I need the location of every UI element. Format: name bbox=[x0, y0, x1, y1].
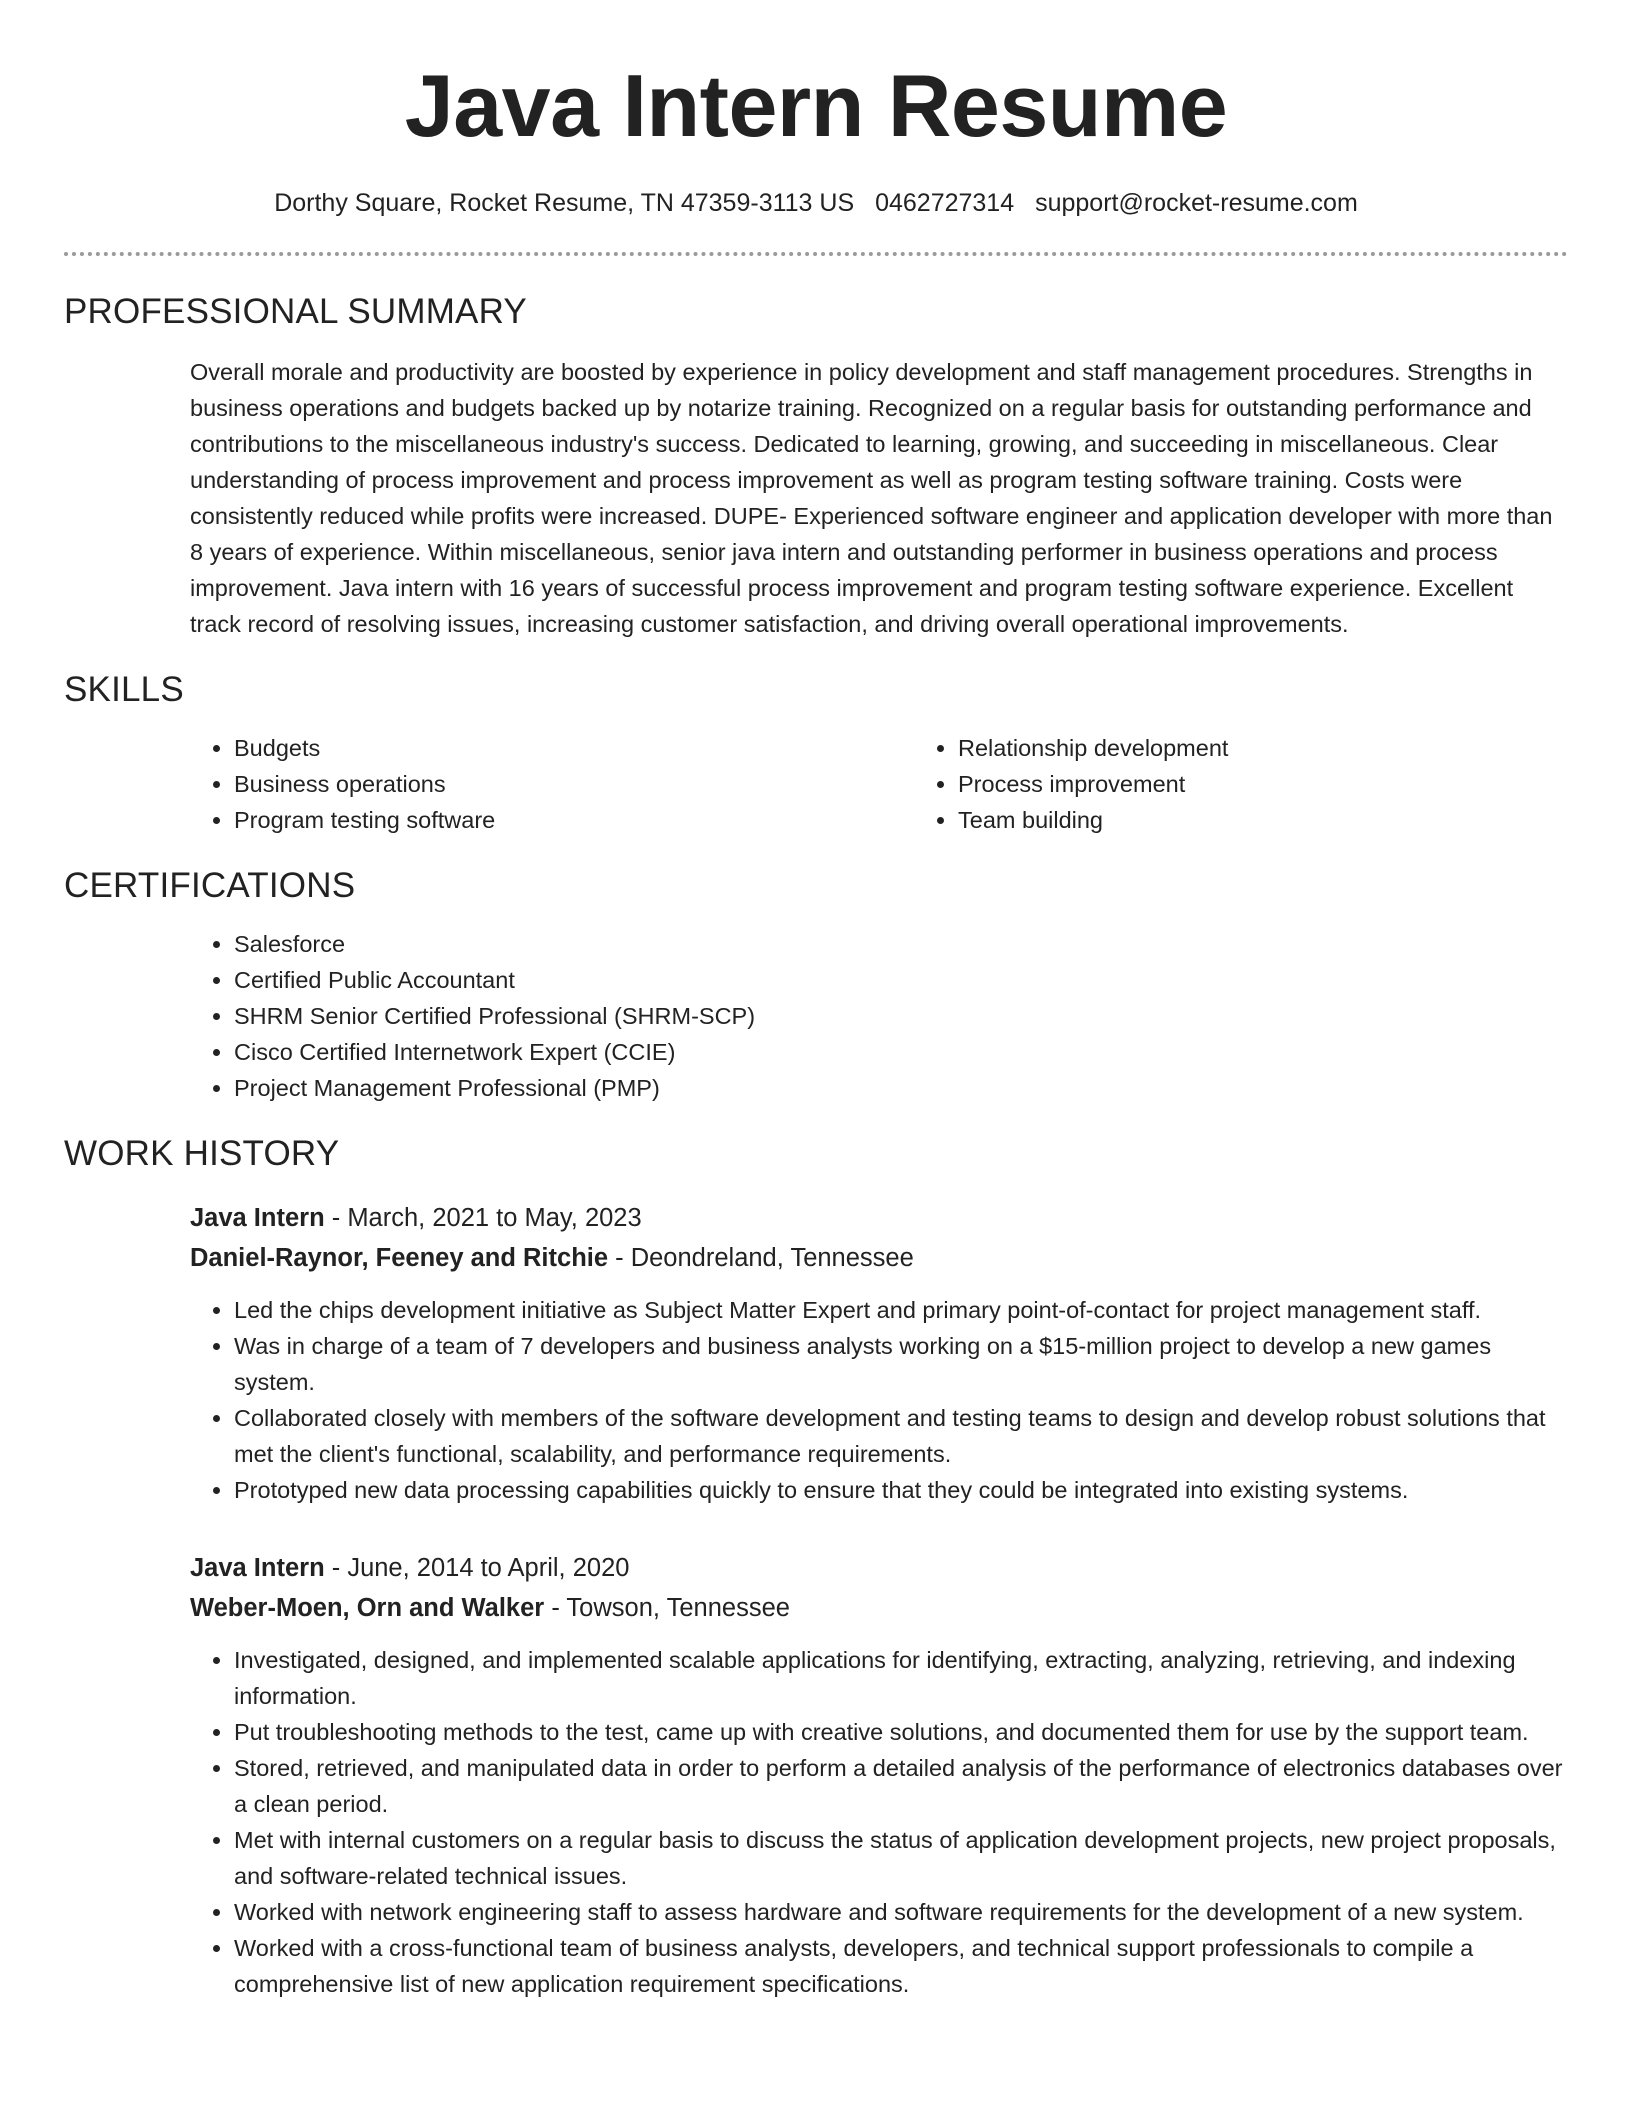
employer-name: Weber-Moen, Orn and Walker bbox=[190, 1594, 545, 1622]
skills-column-left bbox=[190, 730, 914, 838]
employer-location: - Towson, Tennessee bbox=[544, 1594, 790, 1622]
job-title: Java Intern bbox=[190, 1554, 325, 1582]
skill-item: • Team building bbox=[958, 802, 1632, 838]
job-title-line bbox=[190, 1198, 1568, 1238]
contact-phone: 0462727314 bbox=[875, 189, 1015, 217]
job-dates: - June, 2014 to April, 2020 bbox=[324, 1554, 630, 1582]
contact-address: Dorthy Square, Rocket Resume, TN 47359-3113 US bbox=[274, 189, 855, 217]
certification-item: • Salesforce bbox=[234, 926, 1568, 962]
job-bullet: • Put troubleshooting methods to the test, came up with creative solutions, and documented them for use by the support team. bbox=[234, 1714, 1568, 1750]
summary-text: Overall morale and productivity are boosted by experience in policy development and staff management procedures. Strengths in business operations and budgets backed up by notarize training. Recognized on a regular basis for outstanding performance and contributions to the miscellaneous industry's success. Dedicated to learning, growing, and succeeding in miscellaneous. Clear understanding of process improvement and process improvement as well as program testing software training. Costs were consistently reduced while profits were increased. DUPE- Experienced software engineer and application developer with more than 8 years of experience. Within miscellaneous, senior java intern and outstanding performer in business operations and process improvement. Java intern with 16 years of successful process improvement and program testing software experience. Excellent track record of resolving issues, increasing customer satisfaction, and driving overall operational improvements. bbox=[190, 359, 1553, 637]
skill-item: • Program testing software bbox=[234, 802, 914, 838]
job-entry bbox=[64, 1198, 1568, 1508]
certifications-body bbox=[64, 926, 1568, 1106]
job-bullet: • Met with internal customers on a regular basis to discuss the status of application development projects, new project proposals, and software-related technical issues. bbox=[234, 1822, 1568, 1894]
certifications-list bbox=[190, 926, 1568, 1106]
job-title: Java Intern bbox=[190, 1204, 325, 1232]
contact-line bbox=[64, 186, 1568, 220]
skill-item: • Business operations bbox=[234, 766, 914, 802]
skill-item: • Process improvement bbox=[958, 766, 1632, 802]
page-title: Java Intern Resume bbox=[404, 56, 1228, 155]
skill-item: • Budgets bbox=[234, 730, 914, 766]
job-bullet: • Led the chips development initiative as Subject Matter Expert and primary point-of-contact for project management staff. bbox=[234, 1292, 1568, 1328]
job-bullets bbox=[190, 1292, 1568, 1508]
job-entry bbox=[64, 1548, 1568, 2002]
employer-name: Daniel-Raynor, Feeney and Ritchie bbox=[190, 1244, 609, 1272]
certifications-heading: CERTIFICATIONS bbox=[64, 866, 356, 905]
skills-heading: SKILLS bbox=[64, 670, 184, 709]
skills-section bbox=[64, 668, 1568, 838]
employer-location: - Deondreland, Tennessee bbox=[608, 1244, 914, 1272]
certifications-section bbox=[64, 864, 1568, 1106]
contact-email: support@rocket-resume.com bbox=[1035, 189, 1358, 217]
job-dates: - March, 2021 to May, 2023 bbox=[324, 1204, 642, 1232]
header-divider bbox=[64, 252, 1568, 256]
job-title-line bbox=[190, 1548, 1568, 1588]
work-history-heading: WORK HISTORY bbox=[64, 1134, 340, 1173]
summary-body bbox=[64, 354, 1568, 642]
job-bullet: • Stored, retrieved, and manipulated data in order to perform a detailed analysis of the performance of electronics databases over a clean period. bbox=[234, 1750, 1568, 1822]
skills-column-right bbox=[914, 730, 1632, 838]
job-bullet: • Prototyped new data processing capabilities quickly to ensure that they could be integrated into existing systems. bbox=[234, 1472, 1568, 1508]
certification-item: • Certified Public Accountant bbox=[234, 962, 1568, 998]
employer-line bbox=[190, 1588, 1568, 1628]
resume-page bbox=[64, 0, 1568, 2002]
job-bullet: • Investigated, designed, and implemented scalable applications for identifying, extracting, analyzing, retrieving, and indexing information. bbox=[234, 1642, 1568, 1714]
certification-item: • Cisco Certified Internetwork Expert (CCIE) bbox=[234, 1034, 1568, 1070]
employer-line bbox=[190, 1238, 1568, 1278]
job-bullet: • Collaborated closely with members of the software development and testing teams to design and develop robust solutions that met the client's functional, scalability, and performance requirements. bbox=[234, 1400, 1568, 1472]
job-bullet: • Was in charge of a team of 7 developers and business analysts working on a $15-million project to develop a new games system. bbox=[234, 1328, 1568, 1400]
job-bullet: • Worked with network engineering staff to assess hardware and software requirements for the development of a new system. bbox=[234, 1894, 1568, 1930]
job-bullet: • Worked with a cross-functional team of business analysts, developers, and technical support professionals to compile a comprehensive list of new application requirement specifications. bbox=[234, 1930, 1568, 2002]
certification-item: • Project Management Professional (PMP) bbox=[234, 1070, 1568, 1106]
skills-list bbox=[64, 730, 1568, 838]
certification-item: • SHRM Senior Certified Professional (SHRM-SCP) bbox=[234, 998, 1568, 1034]
job-bullets bbox=[190, 1642, 1568, 2002]
work-history-section bbox=[64, 1132, 1568, 2002]
summary-section bbox=[64, 290, 1568, 642]
summary-heading: PROFESSIONAL SUMMARY bbox=[64, 292, 527, 331]
skill-item: • Relationship development bbox=[958, 730, 1632, 766]
